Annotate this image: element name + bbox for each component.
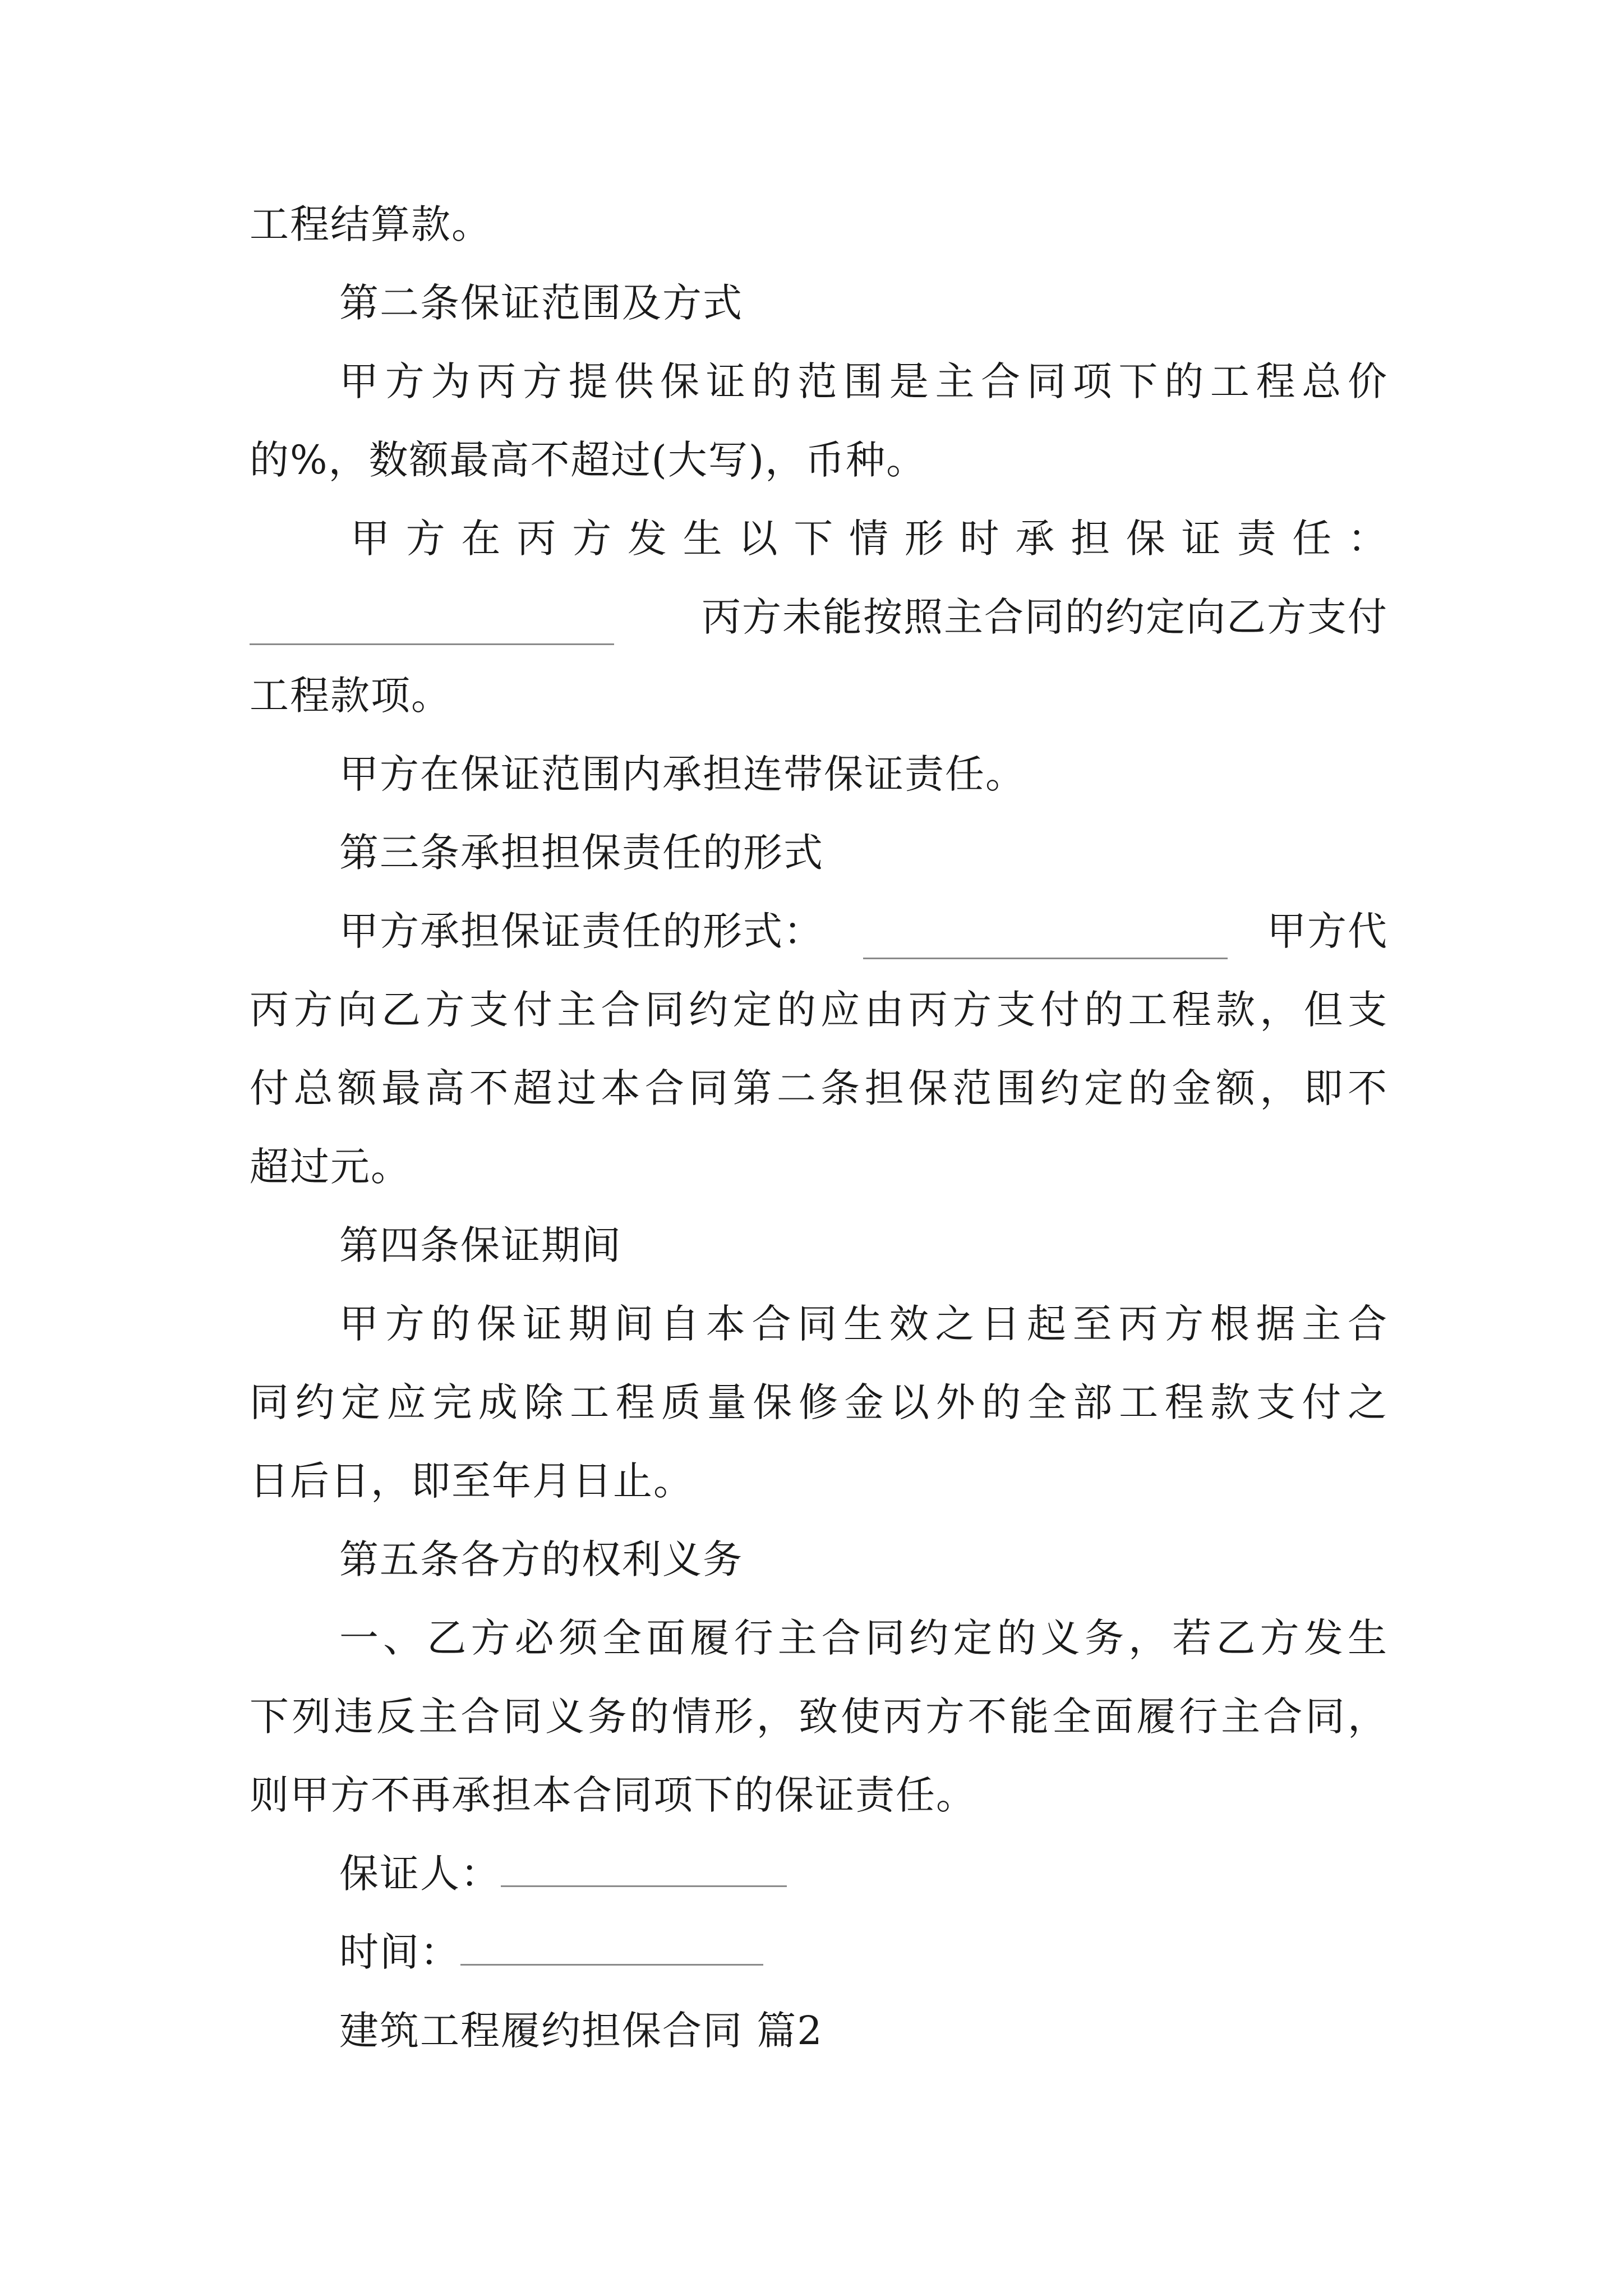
section-heading: 第三条承担担保责任的形式: [339, 830, 824, 876]
section-title: 建筑工程履约担保合同 篇2: [339, 2008, 823, 2054]
guarantor-blank[interactable]: [501, 1849, 787, 1887]
text-line: 甲方的保证期间自本合同生效之日起至丙方根据主合: [339, 1301, 1388, 1347]
text-line-with-blank: [339, 903, 1388, 959]
text-line: 工程结算款。: [250, 201, 492, 247]
text-line: 工程款项。: [250, 673, 451, 719]
guarantor-label: 保证人：: [339, 1851, 501, 1897]
text-line: 一、乙方必须全面履行主合同约定的义务，若乙方发生: [339, 1615, 1388, 1661]
text-line: 甲方在保证范围内承担连带保证责任。: [339, 751, 1026, 797]
date-line: [339, 1924, 763, 1980]
text-line: 付总额最高不超过本合同第二条担保范围约定的金额，即不: [250, 1065, 1388, 1111]
text-line: 丙方向乙方支付主合同约定的应由丙方支付的工程款，但支: [250, 987, 1388, 1033]
text-segment: 丙方未能按照主合同的约定向乙方支付: [702, 594, 1388, 640]
text-line: 甲方为丙方提供保证的范围是主合同项下的工程总价: [339, 358, 1388, 404]
text-line: 的%，数额最高不超过(大写)，币种。: [250, 437, 927, 483]
text-line: 日后日，即至年月日止。: [250, 1458, 694, 1504]
guarantor-line: [339, 1846, 787, 1902]
fill-in-blank[interactable]: [250, 608, 614, 645]
text-line-with-blank: [250, 589, 1388, 645]
text-segment: 甲方承担保证责任的形式：: [339, 908, 824, 954]
date-label: 时间：: [339, 1929, 460, 1975]
fill-in-blank[interactable]: [863, 922, 1228, 959]
section-heading: 第二条保证范围及方式: [339, 280, 743, 326]
text-line: 则甲方不再承担本合同项下的保证责任。: [250, 1772, 976, 1818]
text-line: 同约定应完成除工程质量保修金以外的全部工程款支付之: [250, 1379, 1388, 1425]
date-blank[interactable]: [460, 1928, 763, 1966]
section-heading: 第四条保证期间: [339, 1222, 622, 1268]
section-heading: 第五条各方的权利义务: [339, 1536, 743, 1582]
text-line: 超过元。: [250, 1144, 411, 1190]
text-line: 甲方在丙方发生以下情形时承担保证责任：: [351, 516, 1388, 562]
text-line: 下列违反主合同义务的情形，致使丙方不能全面履行主合同，: [250, 1694, 1388, 1740]
text-segment: 甲方代: [1267, 908, 1388, 954]
